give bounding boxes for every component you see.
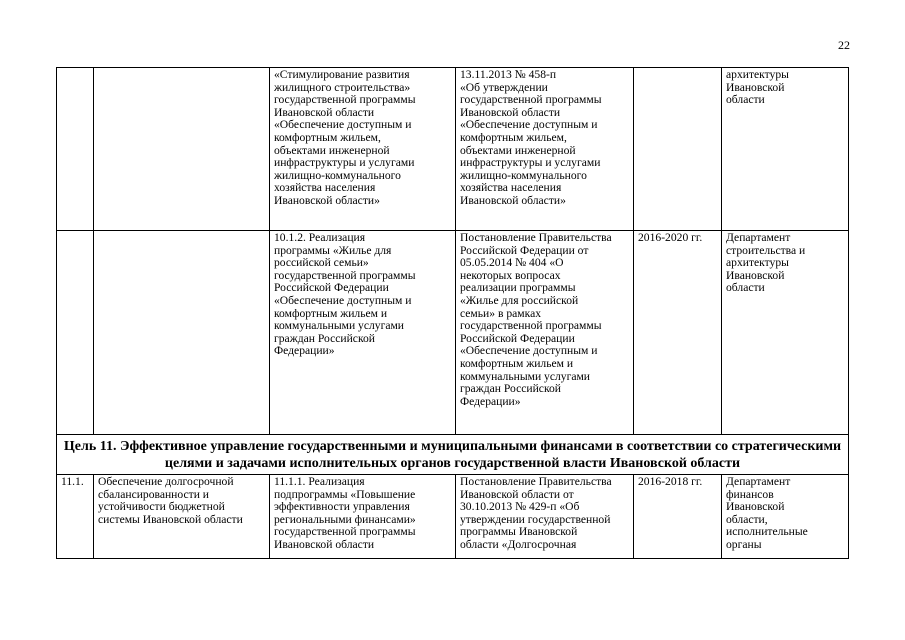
goal-header: Цель 11. Эффективное управление государственными и муниципальными финансами в соответствии со стратегическими целями и задачами исполнительных органов государственной власти Ивановской области (57, 435, 849, 475)
goal-header-row (57, 435, 849, 475)
row-number-cell (57, 231, 94, 435)
document-cell: 13.11.2013 № 458-п «Об утверждении государственной программы Ивановской области «Обеспечение доступным и комфортным жильем, объектами инженерной инфраструктуры и услугами жилищно-коммунального хозяйства населения Ивановской области» (456, 68, 634, 231)
page-number: 22 (838, 38, 850, 52)
measure-cell: 10.1.2. Реализация программы «Жилье для российской семьи» государственной программы Российской Федерации «Обеспечение доступным и комфортным жильем и коммунальными услугами граждан Российской Федерации» (270, 231, 456, 435)
period-cell (634, 68, 722, 231)
goal-task-cell (94, 231, 270, 435)
document-cell: Постановление Правительства Российской Федерации от 05.05.2014 № 404 «О некоторых вопросах реализации программы «Жилье для российской семьи» в рамках государственной программы Российской Федерации «Обеспечение доступным и комфортным жильем и коммунальными услугами граждан Российской Федерации» (456, 231, 634, 435)
document-cell: Постановление Правительства Ивановской области от 30.10.2013 № 429-п «Об утверждении государственной программы Ивановской области «Долгосрочная (456, 475, 634, 559)
goal-task-cell: Обеспечение долгосрочной сбалансированности и устойчивости бюджетной системы Ивановской области (94, 475, 270, 559)
measures-table (56, 67, 849, 559)
measure-cell: 11.1.1. Реализация подпрограммы «Повышение эффективности управления региональными финансами» государственной программы Ивановской области (270, 475, 456, 559)
row-number-cell (57, 68, 94, 231)
executor-cell: Департамент строительства и архитектуры Ивановской области (722, 231, 849, 435)
table-row (57, 231, 849, 435)
executor-cell: архитектуры Ивановской области (722, 68, 849, 231)
executor-cell: Департамент финансов Ивановской области, исполнительные органы (722, 475, 849, 559)
goal-task-cell (94, 68, 270, 231)
table-row (57, 68, 849, 231)
period-cell: 2016-2018 гг. (634, 475, 722, 559)
measure-cell: «Стимулирование развития жилищного строительства» государственной программы Ивановской области «Обеспечение доступным и комфортным жильем, объектами инженерной инфраструктуры и услугами жилищно-коммунального хозяйства населения Ивановской области» (270, 68, 456, 231)
table-row (57, 475, 849, 559)
period-cell: 2016-2020 гг. (634, 231, 722, 435)
row-number-cell: 11.1. (57, 475, 94, 559)
